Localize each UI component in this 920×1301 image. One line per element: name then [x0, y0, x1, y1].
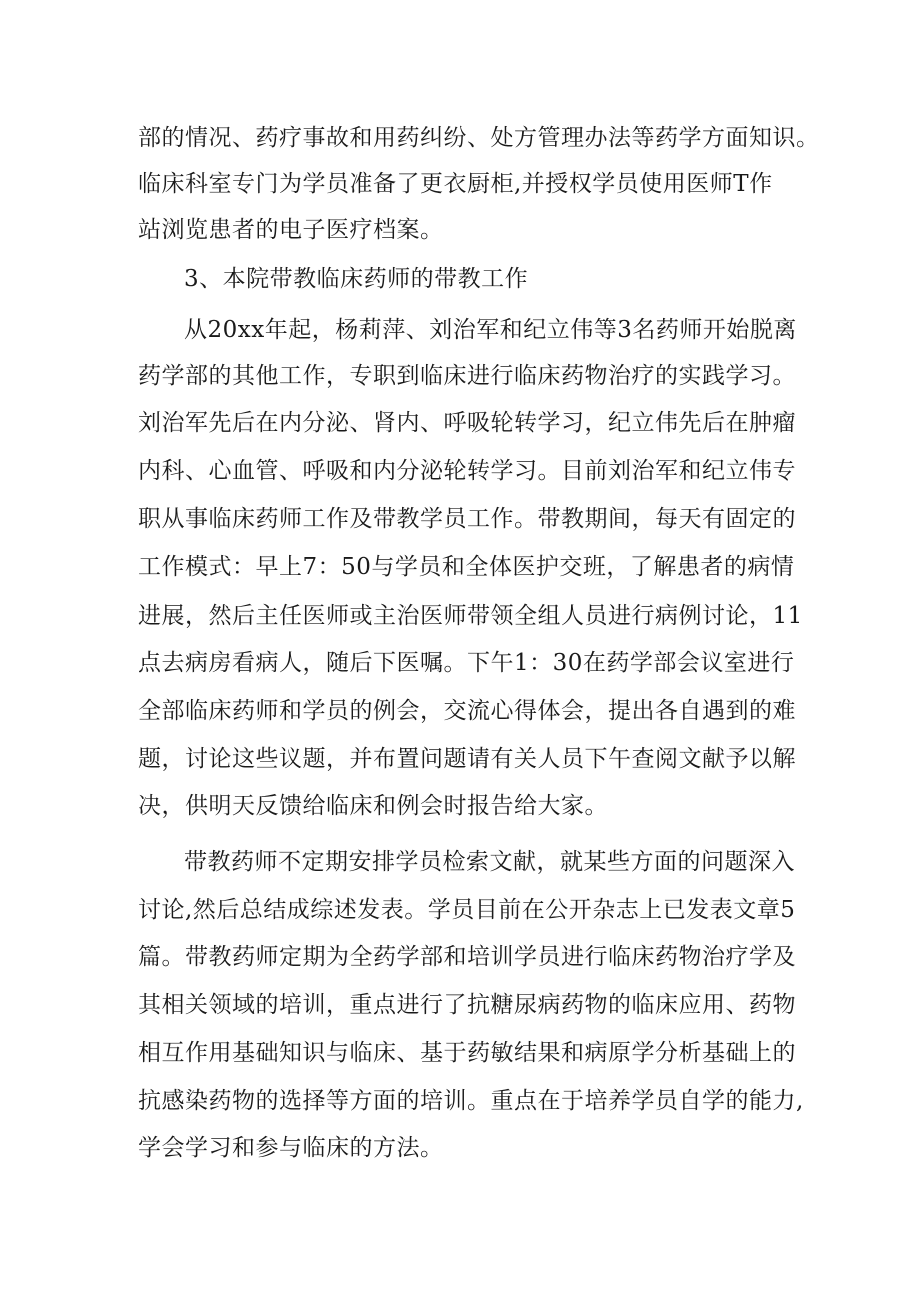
text-line: 临床科室专门为学员准备了更衣厨柜,并授权学员使用医师T作 — [138, 171, 773, 197]
text-line: 带教药师不定期安排学员检索文献，就某些方面的问题深入 — [184, 849, 795, 875]
text-line: 刘治军先后在内分泌、肾内、呼吸轮转学习，纪立伟先后在肿瘤 — [138, 410, 796, 436]
text-line: 篇。带教药师定期为全药学部和培训学员进行临床药物治疗学及 — [138, 944, 796, 970]
section-heading: 3、本院带教临床药师的带教工作 — [184, 266, 529, 292]
text-line: 药学部的其他工作，专职到临床进行临床药物治疗的实践学习。 — [138, 363, 796, 389]
text-line: 讨论,然后总结成综述发表。学员目前在公开杂志上已发表文章5 — [138, 897, 796, 923]
text-line: 全部临床药师和学员的例会，交流心得体会，提出各自遇到的难 — [138, 698, 796, 724]
text-line: 点去病房看病人，随后下医嘱。下午1：30在药学部会议室进行 — [138, 650, 795, 676]
text-line: 学会学习和参与临床的方法。 — [138, 1135, 444, 1161]
text-line: 其相关领域的培训，重点进行了抗糖尿病药物的临床应用、药物 — [138, 992, 796, 1018]
text-line: 职从事临床药师工作及带教学员工作。带教期间，每天有固定的 — [138, 506, 796, 532]
text-line: 抗感染药物的选择等方面的培训。重点在于培养学员自学的能力, — [138, 1088, 804, 1114]
text-line: 从20xx年起，杨莉萍、刘治军和纪立伟等3名药师开始脱离 — [184, 317, 797, 343]
text-line: 内科、心血管、呼吸和内分泌轮转学习。目前刘治军和纪立伟专 — [138, 458, 796, 484]
text-line: 工作模式：早上7：50与学员和全体医护交班，了解患者的病情 — [138, 554, 795, 580]
text-line: 决，供明天反馈给临床和例会时报告给大家。 — [138, 793, 608, 819]
text-line: 进展，然后主任医师或主治医师带领全组人员进行病例讨论，11 — [138, 603, 803, 629]
text-line: 站浏览患者的电子医疗档案。 — [138, 217, 444, 243]
text-line: 部的情况、药疗事故和用药纠纷、处方管理办法等药学方面知识。 — [138, 125, 820, 151]
text-line: 相互作用基础知识与临床、基于药敏结果和病原学分析基础上的 — [138, 1040, 796, 1066]
text-line: 题，讨论这些议题，并布置问题请有关人员下午查阅文献予以解 — [138, 746, 796, 772]
